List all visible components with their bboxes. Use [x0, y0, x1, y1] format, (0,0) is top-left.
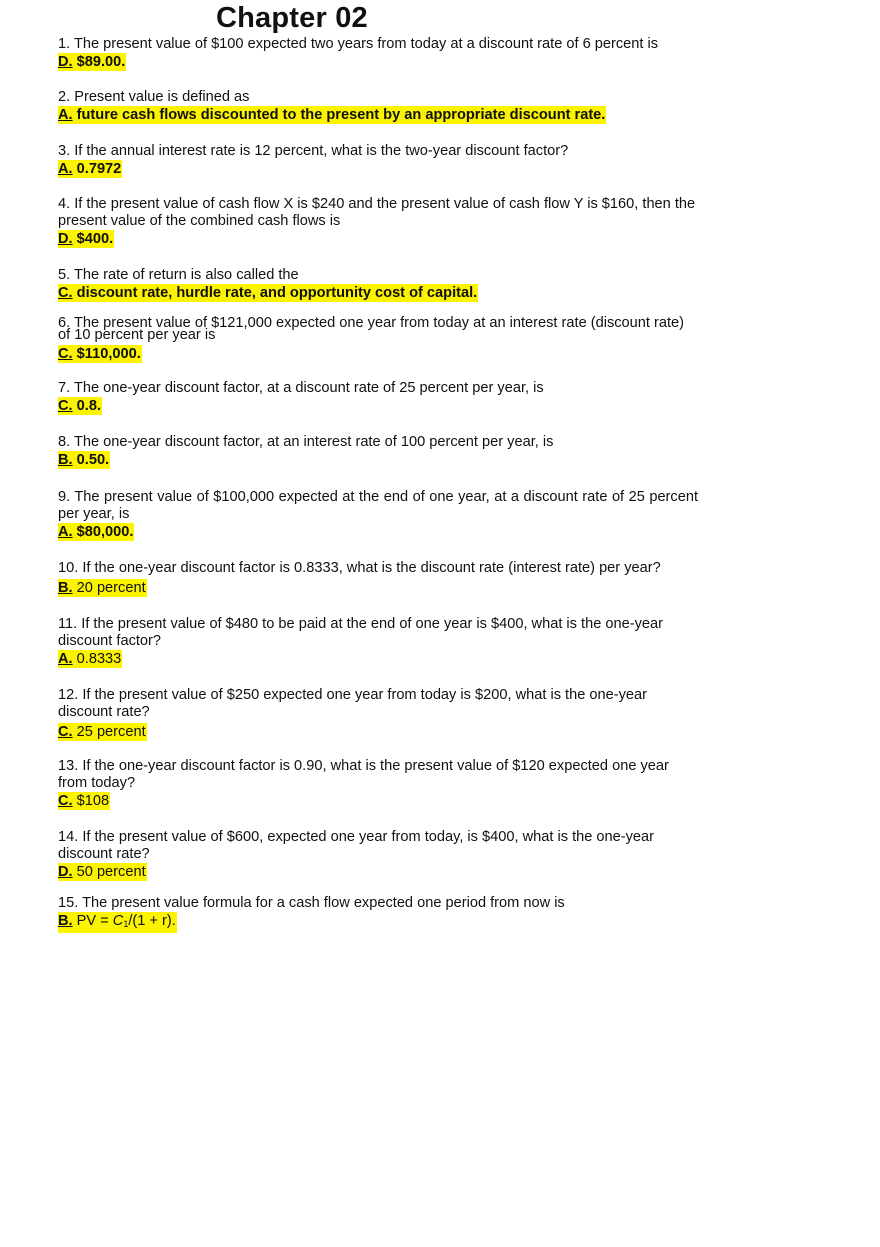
answer-highlight	[58, 397, 102, 415]
answer-text: 0.8.	[76, 398, 101, 414]
question-text: 12. If the present value of $250 expected one year from today is $200, what is the one-year discount rate?	[58, 687, 647, 720]
answer-text: $89.00.	[76, 54, 126, 70]
answer-letter: C.	[58, 398, 73, 414]
answer-text: 25 percent	[76, 724, 146, 740]
answer-highlight	[58, 53, 126, 71]
question-text: 5. The rate of return is also called the	[58, 267, 299, 283]
answer-formula	[77, 913, 176, 929]
answer-text: discount rate, hurdle rate, and opportunity cost of capital.	[76, 285, 478, 301]
answer-highlight	[58, 723, 147, 741]
question-text: 9. The present value of $100,000 expected at the end of one year, at a discount rate of 25 percent per year, is	[58, 489, 698, 522]
answer-letter: B.	[58, 913, 73, 929]
question-3	[58, 143, 698, 178]
answer-letter: C.	[58, 285, 73, 301]
formula-cash-flow: C	[112, 913, 124, 929]
answer-highlight	[58, 230, 114, 248]
answer-letter: A.	[58, 524, 73, 540]
formula-subscript: 1	[123, 919, 129, 929]
question-text: 1. The present value of $100 expected two years from today at a discount rate of 6 percent is	[58, 36, 659, 52]
answer-letter: C.	[58, 346, 73, 362]
formula-lhs: PV =	[76, 913, 113, 929]
answer-text: 0.7972	[76, 161, 122, 177]
answer-highlight	[58, 345, 142, 363]
answer-letter: D.	[58, 231, 73, 247]
question-6	[58, 315, 698, 363]
question-1	[58, 36, 698, 71]
question-8	[58, 434, 698, 469]
question-9	[58, 489, 698, 541]
question-text: 13. If the one-year discount factor is 0.90, what is the present value of $120 expected one year from today?	[58, 758, 669, 791]
answer-text: $400.	[76, 231, 114, 247]
answer-letter: D.	[58, 864, 73, 880]
answer-text: 0.50.	[76, 452, 110, 468]
question-text: 11. If the present value of $480 to be paid at the end of one year is $400, what is the one-year discount factor?	[58, 616, 663, 649]
answer-highlight	[58, 650, 122, 668]
question-11	[58, 616, 698, 668]
question-4	[58, 196, 698, 248]
question-text: 15. The present value formula for a cash flow expected one period from now is	[58, 895, 565, 911]
answer-highlight	[58, 160, 122, 178]
answer-letter: A.	[58, 107, 73, 123]
answer-highlight	[58, 523, 134, 541]
question-text: 2. Present value is defined as	[58, 89, 250, 105]
answer-highlight	[58, 451, 110, 469]
formula-rhs: /(1 + r).	[128, 913, 176, 929]
question-text: 4. If the present value of cash flow X is $240 and the present value of cash flow Y is $160, then the present value of the combined cash flows is	[58, 196, 696, 229]
answer-text: future cash flows discounted to the present by an appropriate discount rate.	[76, 107, 606, 123]
answer-letter: A.	[58, 161, 73, 177]
question-14	[58, 829, 698, 881]
answer-highlight	[58, 792, 110, 810]
answer-highlight	[58, 579, 147, 597]
question-7	[58, 380, 698, 415]
answer-letter: D.	[58, 54, 73, 70]
answer-highlight	[58, 912, 177, 933]
answer-text: $80,000.	[76, 524, 134, 540]
question-13	[58, 758, 698, 810]
answer-letter: C.	[58, 793, 73, 809]
answer-letter: C.	[58, 724, 73, 740]
question-5	[58, 267, 698, 302]
question-text: 8. The one-year discount factor, at an interest rate of 100 percent per year, is	[58, 434, 554, 450]
question-text: 14. If the present value of $600, expected one year from today, is $400, what is the one-year discount rate?	[58, 829, 655, 862]
answer-text: 20 percent	[76, 580, 146, 596]
question-15	[58, 895, 698, 933]
answer-text: $110,000.	[76, 346, 141, 362]
question-12	[58, 687, 698, 741]
question-text: 10. If the one-year discount factor is 0.8333, what is the discount rate (interest rate) per year?	[58, 560, 661, 576]
answer-highlight	[58, 284, 478, 302]
answer-text: 0.8333	[76, 651, 122, 667]
chapter-title: Chapter 02	[216, 2, 368, 34]
answer-letter: B.	[58, 580, 73, 596]
question-2	[58, 89, 698, 124]
answer-text: 50 percent	[76, 864, 146, 880]
answer-letter: A.	[58, 651, 73, 667]
answer-highlight	[58, 863, 147, 881]
question-text: 3. If the annual interest rate is 12 percent, what is the two-year discount factor?	[58, 143, 569, 159]
question-text: 6. The present value of $121,000 expected one year from today at an interest rate (discount rate) of 10 percent per year is	[58, 315, 685, 343]
question-10	[58, 560, 698, 597]
question-text: 7. The one-year discount factor, at a discount rate of 25 percent per year, is	[58, 380, 544, 396]
answer-highlight	[58, 106, 606, 124]
answer-letter: B.	[58, 452, 73, 468]
answer-text: $108	[76, 793, 110, 809]
